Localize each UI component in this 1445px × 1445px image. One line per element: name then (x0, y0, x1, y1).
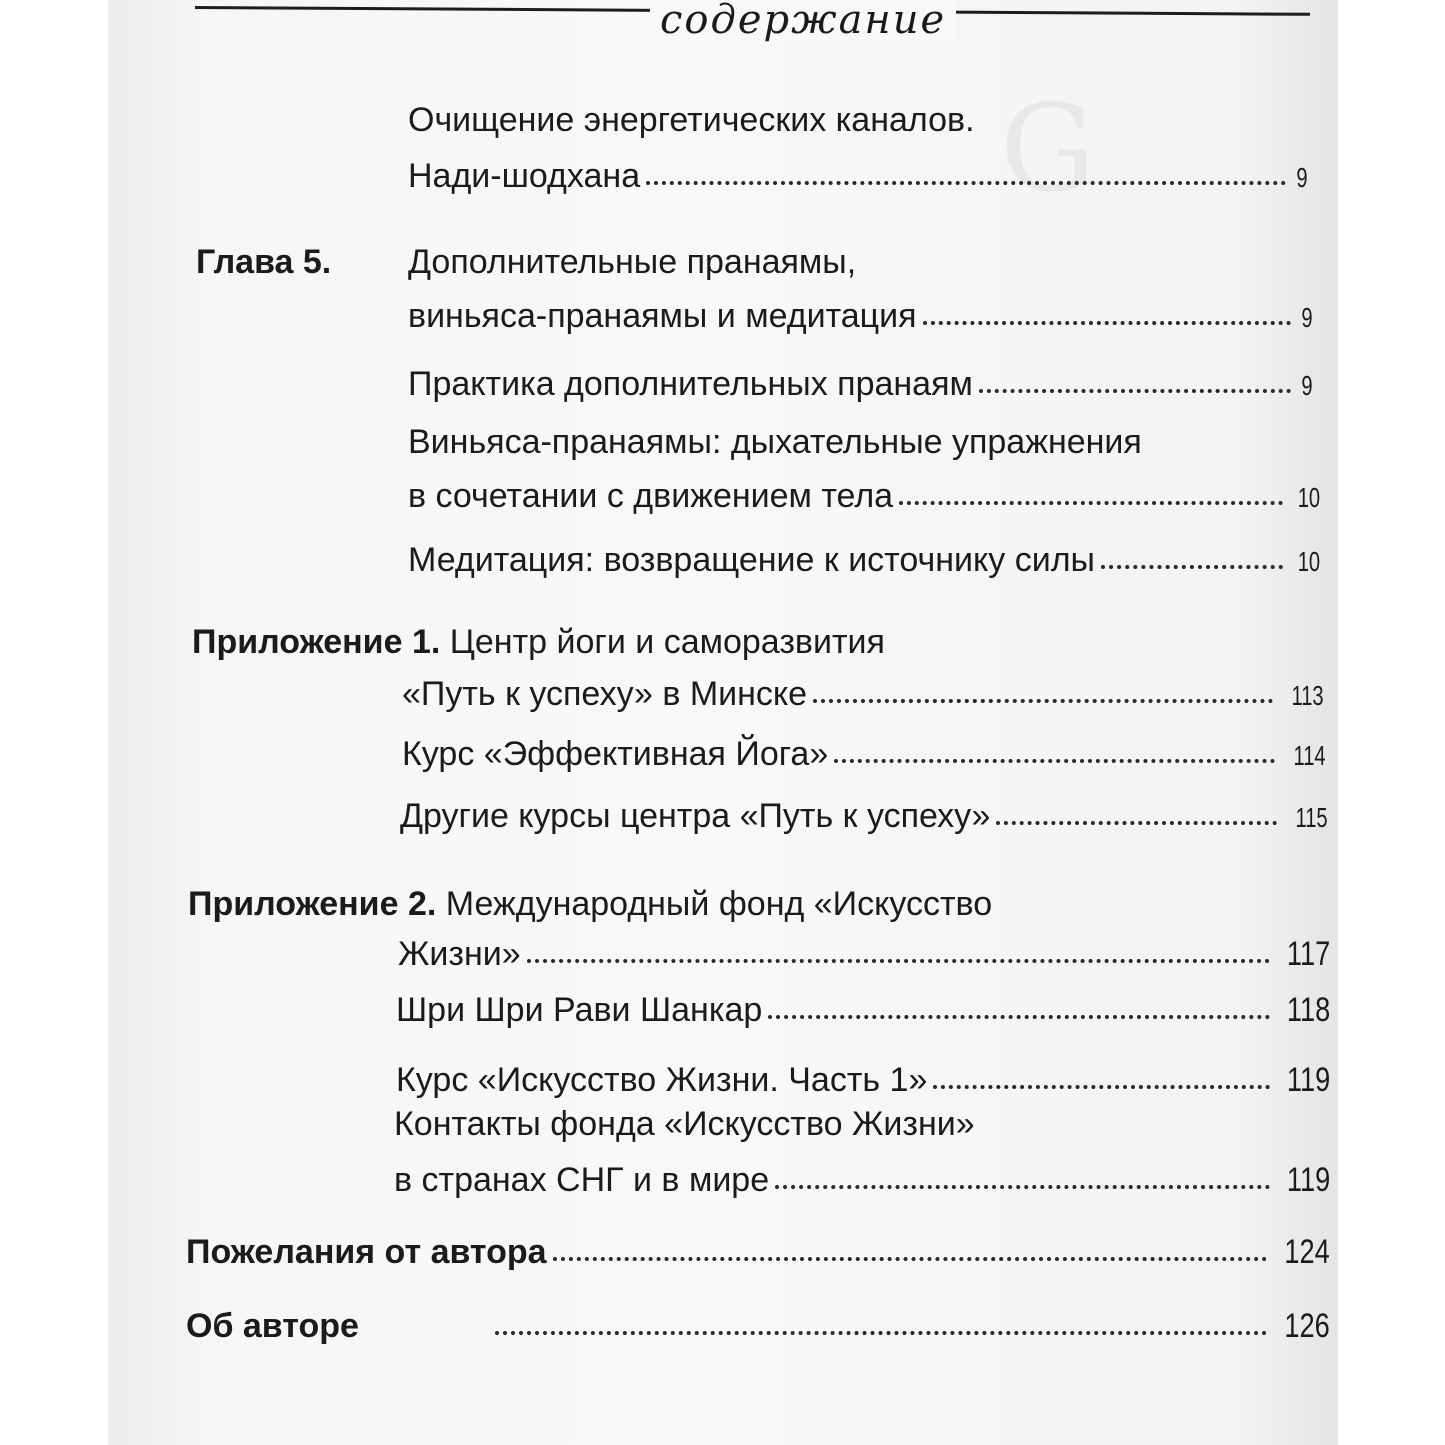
toc-other-courses-text: Другие курсы центра «Путь к успеху» (400, 797, 991, 835)
page-number: 126 (1284, 1307, 1330, 1345)
toc-wishes-text: Пожелания от автора (186, 1233, 547, 1271)
appendix-label: Приложение 2. (188, 885, 437, 923)
page-number: 119 (1286, 1061, 1330, 1099)
dot-leader (979, 383, 1292, 393)
page-number: 124 (1284, 1233, 1330, 1271)
dot-leader (553, 1251, 1268, 1261)
toc-entry-nadi (408, 156, 1308, 198)
page-number: 9 (1301, 302, 1313, 333)
toc-entry-app1 (402, 674, 1324, 716)
toc-vinyasa-line2: в сочетании с движением тела (408, 477, 894, 515)
page-number: 10 (1297, 546, 1320, 577)
section-title: содержание (650, 0, 956, 42)
toc-about-text: Об авторе (186, 1307, 359, 1345)
toc-course-yoga-text: Курс «Эффективная Йога» (402, 735, 829, 773)
dot-leader (646, 175, 1286, 185)
dot-leader (813, 693, 1273, 703)
toc-entry-app2 (398, 934, 1330, 974)
toc-nadi-line2: Нади-шодхана (408, 157, 641, 195)
page-number: 10 (1297, 482, 1320, 513)
toc-entry-course-yoga (402, 734, 1326, 776)
page-number: 117 (1286, 935, 1330, 973)
dot-leader (996, 815, 1277, 825)
toc-entry-shankar (396, 990, 1330, 1030)
toc-app2-line1: Международный фонд «Искусство (445, 885, 993, 923)
toc-shankar-text: Шри Шри Рави Шанкар (396, 991, 763, 1029)
toc-meditation-text: Медитация: возвращение к источнику силы (408, 541, 1095, 579)
page-number: 115 (1295, 802, 1328, 833)
dot-leader (527, 953, 1270, 963)
dot-leader (923, 315, 1292, 325)
toc-course-life-text: Курс «Искусство Жизни. Часть 1» (396, 1061, 928, 1099)
dot-leader (899, 495, 1283, 505)
dot-leader (1101, 559, 1283, 569)
toc-app1-line2: «Путь к успеху» в Минске (402, 675, 808, 713)
toc-contacts-line2: в странах СНГ и в мире (394, 1161, 770, 1199)
toc-ch5-line1: Дополнительные пранаямы, (408, 243, 857, 281)
dot-leader (933, 1079, 1269, 1089)
dot-leader (495, 1325, 1267, 1335)
bleed-through-decoration: G (1000, 80, 1104, 219)
toc-app1-line1: Центр йоги и саморазвития (449, 623, 885, 661)
toc-entry-contacts (394, 1160, 1330, 1200)
book-page (108, 0, 1338, 1445)
toc-entry-vinyasa (408, 476, 1320, 518)
toc-entry-about (186, 1306, 1330, 1346)
toc-app2-line2: Жизни» (398, 935, 521, 973)
page-number: 118 (1286, 991, 1330, 1029)
appendix-label: Приложение 1. (192, 623, 441, 661)
toc-practice-text: Практика дополнительных пранаям (408, 365, 973, 403)
toc-app1-heading (192, 622, 885, 662)
toc-ch5-line2: виньяса-пранаямы и медитация (408, 297, 917, 335)
toc-nadi-line1: Очищение энергетических каналов. (408, 101, 975, 139)
dot-leader (834, 753, 1275, 763)
toc-contacts-line1: Контакты фонда «Искусство Жизни» (394, 1105, 975, 1143)
chapter-label: Глава 5. (196, 243, 332, 281)
toc-entry-ch5 (408, 296, 1313, 338)
page-number: 9 (1296, 162, 1308, 193)
toc-app2-heading (188, 884, 992, 924)
toc-vinyasa-line1: Виньяса-пранаямы: дыхательные упражнения (408, 423, 1142, 461)
toc-entry-meditation (408, 540, 1320, 582)
dot-leader (768, 1009, 1270, 1019)
page-number: 113 (1291, 680, 1324, 711)
toc-entry-wishes (186, 1232, 1330, 1272)
dot-leader (775, 1179, 1270, 1189)
toc-entry-course-life (396, 1060, 1330, 1100)
toc-entry-practice (408, 364, 1313, 406)
toc-entry-other-courses (400, 796, 1328, 838)
page-number: 114 (1293, 740, 1326, 771)
page-number: 119 (1286, 1161, 1330, 1199)
page-number: 9 (1301, 370, 1313, 401)
